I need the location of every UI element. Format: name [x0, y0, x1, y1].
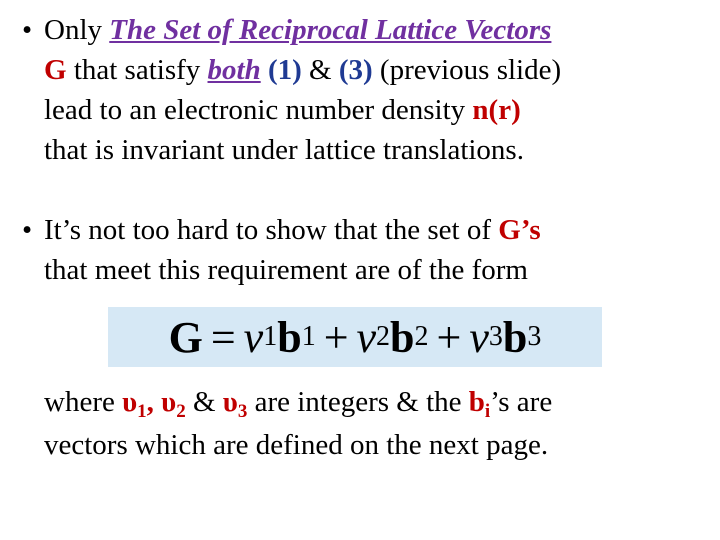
nu-2: $\upsilon_2$ — [161, 386, 186, 422]
symbol-g: G — [44, 54, 67, 86]
eq-plus: + — [323, 312, 349, 362]
text: Only — [44, 14, 110, 46]
equation-box: G = v 1 b 1 + v 2 b 2 + v 3 b 3 — [108, 307, 602, 367]
both-word: both — [207, 54, 261, 86]
text — [261, 54, 268, 86]
text: & — [301, 54, 339, 86]
text: (previous slide) — [372, 54, 562, 86]
eq-lhs: G — [168, 312, 203, 362]
b-i: $b_i$ — [468, 386, 491, 422]
text: It’s not too hard to show that the set of — [44, 214, 499, 246]
footer-text — [44, 381, 704, 467]
eq-b: b — [277, 312, 302, 362]
text: are integers & the — [247, 386, 469, 418]
symbol-gs: G’s — [498, 214, 541, 246]
text: lead to an electronic number density — [44, 94, 473, 126]
eq-ref-1: (1) — [267, 54, 302, 86]
nu-1: $\upsilon_1$ — [122, 386, 147, 422]
eq-v: v — [469, 312, 489, 362]
eq-ref-3: (3) — [338, 54, 373, 86]
density-nr: n(r) — [472, 94, 521, 126]
bullet-1-line-4: that is invariant under lattice translations. — [44, 134, 524, 166]
set-title: The Set of Reciprocal Lattice Vectors — [109, 14, 552, 46]
eq-v: v — [243, 312, 264, 362]
bullet-1-line-2 — [22, 50, 702, 90]
text: ’s are — [490, 386, 553, 418]
bullet-1-line-3 — [22, 90, 702, 130]
bullet-2-line-2: that meet this requirement are of the form — [44, 254, 528, 286]
eq-equals: = — [210, 312, 236, 362]
eq-v: v — [356, 312, 377, 362]
bullet-1 — [22, 10, 702, 170]
nu-3: $\upsilon_3$ — [222, 386, 248, 422]
text: where — [44, 386, 123, 418]
eq-plus: + — [436, 312, 462, 362]
text: that satisfy — [66, 54, 208, 86]
footer-line-2: vectors which are defined on the next page. — [44, 429, 549, 461]
comma: , — [146, 386, 162, 418]
bullet-marker: • — [22, 14, 33, 46]
bullet-marker: • — [22, 214, 33, 246]
bullet-2 — [22, 210, 702, 290]
text: & — [185, 386, 223, 418]
eq-b: b — [390, 312, 415, 362]
eq-b: b — [502, 312, 528, 362]
